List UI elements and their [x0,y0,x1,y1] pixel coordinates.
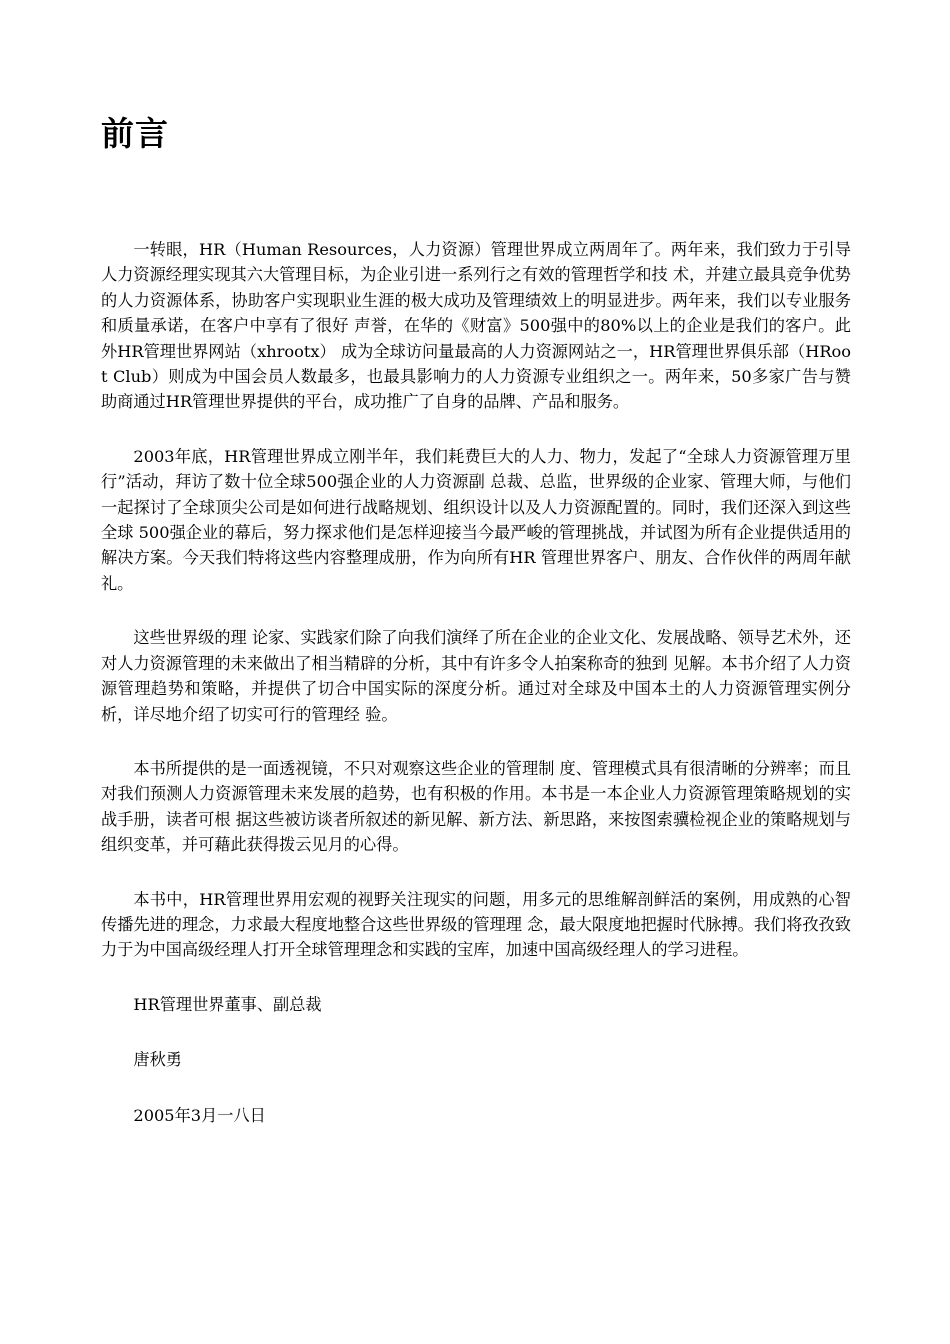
paragraph-3: 这些世界级的理 论家、实践家们除了向我们演绎了所在企业的企业文化、发展战略、领导艺术外，还对人力资源管理的未来做出了相当精辟的分析，其中有许多令人拍案称奇的独到 见解。本书介绍了人力资源管理趋势和策略，并提供了切合中国实际的深度分析。通过对全球及中国本土的人力资源管理实例分析，详尽地介绍了切实可行的管理经 验。 [101,628,851,724]
signature-name: 唐秋勇 [133,1050,182,1070]
signature-position: HR管理世界董事、副总裁 [133,994,322,1014]
preface-body [101,237,851,1158]
paragraph-4: 本书所提供的是一面透视镜，不只对观察这些企业的管理制 度、管理模式具有很清晰的分辨率；而且对我们预测人力资源管理未来发展的趋势，也有积极的作用。本书是一本企业人力资源管理策略规划的实战手册，读者可根 据这些被访谈者所叙述的新见解、新方法、新思路，来按图索骥检视企业的策略规划与组织变革，并可藉此获得拨云见月的心得。 [101,758,851,855]
paragraph-5: 本书中，HR管理世界用宏观的视野关注现实的问题，用多元的思维解剖鲜活的案例，用成熟的心智传播先进的理念，力求最大程度地整合这些世界级的管理理 念，最大限度地把握时代脉搏。我们将孜孜致力于为中国高级经理人打开全球管理理念和实践的宝库，加速中国高级经理人的学习进程。 [101,889,851,960]
paragraph-1: 一转眼，HR（Human Resources，人力资源）管理世界成立两周年了。两年来，我们致力于引导人力资源经理实现其六大管理目标，为企业引进一系列行之有效的管理哲学和技 术，并建立最具竞争优势的人力资源体系，协助客户实现职业生涯的极大成功及管理绩效上的明显进步。两年来，我们以专业服务和质量承诺，在客户中享有了很好 声誉，在华的《财富》500强中的80%以上的企业是我们的客户。此外HR管理世界网站（xhrootx） 成为全球访问量最高的人力资源网站之一，HR管理世界俱乐部（HRoot Club）则成为中国会员人数最多，也最具影响力的人力资源专业组织之一。两年来，50多家广告与赞助商通过HR管理世界提供的平台，成功推广了自身的品牌、产品和服务。 [101,240,851,412]
paragraph-2: 2003年底，HR管理世界成立刚半年，我们耗费巨大的人力、物力，发起了“全球人力资源管理万里行”活动，拜访了数十位全球500强企业的人力资源副 总裁、总监，世界级的企业家、管理大师，与他们一起探讨了全球顶尖公司是如何进行战略规划、组织设计以及人力资源配置的。同时，我们还深入到这些全球 500强企业的幕后，努力探求他们是怎样迎接当今最严峻的管理挑战，并试图为所有企业提供适用的解决方案。今天我们特将这些内容整理成册，作为向所有HR 管理世界客户、朋友、合作伙伴的两周年献礼。 [101,446,851,593]
page-title: 前言 [101,114,169,153]
signature-date: 2005年3月一八日 [133,1105,266,1125]
